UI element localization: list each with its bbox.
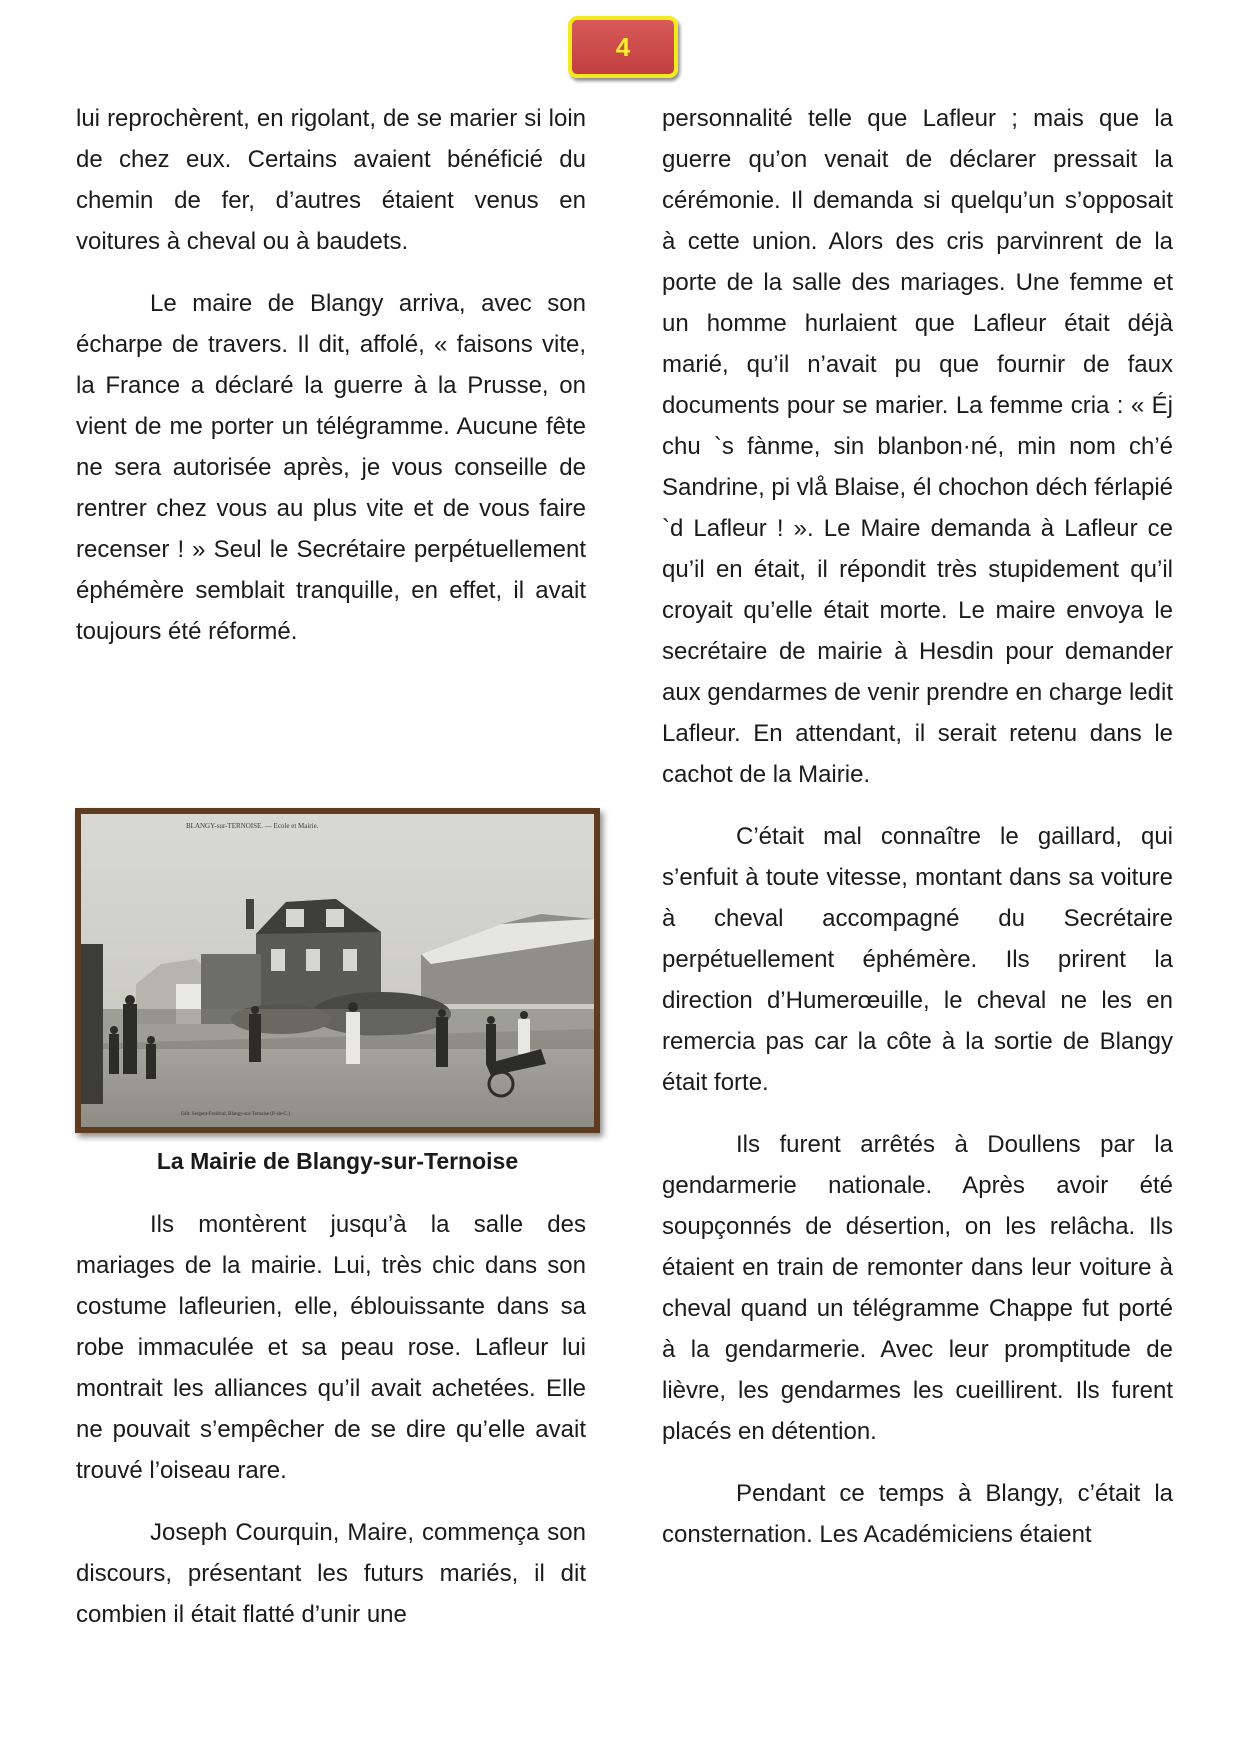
page-number-badge (568, 16, 678, 78)
right-paragraph-1: personnalité telle que Lafleur ; mais que la guerre qu’on venait de déclarer pressait la cérémonie. Il demanda si quelqu’un s’opposait à cette union. Alors des cris parvinrent de la porte de la salle des mariages. Une femme et un homme hurlaient que Lafleur était déjà marié, qu’il n’avait pu que fournir de faux documents pour se marier. La femme cria : « Éj chu `s fànme, sin blanbon·né, min nom ch’é Sandrine, pi vlå Blaise, él chochon déch férlapié `d Lafleur ! ». Le Maire demanda à Lafleur ce qu’il en était, il répondit très stupidement qu’il croyait qu’elle était morte. Le maire envoya le secrétaire de mairie à Hesdin pour demander aux gendarmes de venir prendre en charge ledit Lafleur. En attendant, il serait retenu dans le cachot de la Mairie. (662, 105, 1173, 788)
postcard-header: BLANGY-sur-TERNOISE. — Ecole et Mairie. (186, 822, 319, 830)
left-paragraph-3: Ils montèrent jusqu’à la salle des mariages de la mairie. Lui, très chic dans son costume lafleurien, elle, éblouissante dans sa robe immaculée et sa peau rose. Lafleur lui montrait les alliances qu’il avait achetées. Elle ne pouvait s’empêcher de se dire qu’elle avait trouvé l’oiseau rare. (76, 1211, 586, 1484)
right-paragraph-3: Ils furent arrêtés à Doullens par la gendarmerie nationale. Après avoir été soupçonnés de désertion, on les relâcha. Ils étaient en train de remonter dans leur voiture à cheval quand un télégramme Chappe fut porté à la gendarmerie. Avec leur promptitude de lièvre, les gendarmes les cueillirent. Ils furent placés en détention. (662, 1131, 1173, 1445)
page-number: 4 (615, 31, 631, 62)
postcard-photo (75, 808, 600, 1133)
postcard-footer: Edit. Sergent-Froidval, Blangy-sur-Ternoise (P.-de-C.) (181, 1112, 290, 1117)
left-column (76, 98, 586, 652)
right-column (662, 98, 1173, 1555)
mairie-postcard-image (81, 814, 594, 1127)
left-column-lower (76, 1204, 586, 1635)
left-paragraph-1: lui reprochèrent, en rigolant, de se marier si loin de chez eux. Certains avaient bénéficié du chemin de fer, d’autres étaient venus en voitures à cheval ou à baudets. (76, 105, 586, 255)
right-paragraph-2: C’était mal connaître le gaillard, qui s’enfuit à toute vitesse, montant dans sa voiture à cheval accompagné du Secrétaire perpétuellement éphémère. Ils prirent la direction d’Humerœuille, le cheval ne les en remercia pas car la côte à la sortie de Blangy était forte. (662, 823, 1173, 1096)
left-paragraph-4: Joseph Courquin, Maire, commença son discours, présentant les futurs mariés, il dit combien il était flatté d’unir une (76, 1519, 586, 1628)
figure-caption: La Mairie de Blangy-sur-Ternoise (156, 1148, 519, 1174)
left-paragraph-2: Le maire de Blangy arriva, avec son écharpe de travers. Il dit, affolé, « faisons vite, la France a déclaré la guerre à la Prusse, on vient de me porter un télégramme. Aucune fête ne sera autorisée après, je vous conseille de rentrer chez vous au plus vite et de vous faire recenser ! » Seul le Secrétaire perpétuellement éphémère semblait tranquille, en effet, il avait toujours été réformé. (76, 290, 586, 645)
right-paragraph-4: Pendant ce temps à Blangy, c’était la consternation. Les Académiciens étaient (662, 1480, 1173, 1548)
